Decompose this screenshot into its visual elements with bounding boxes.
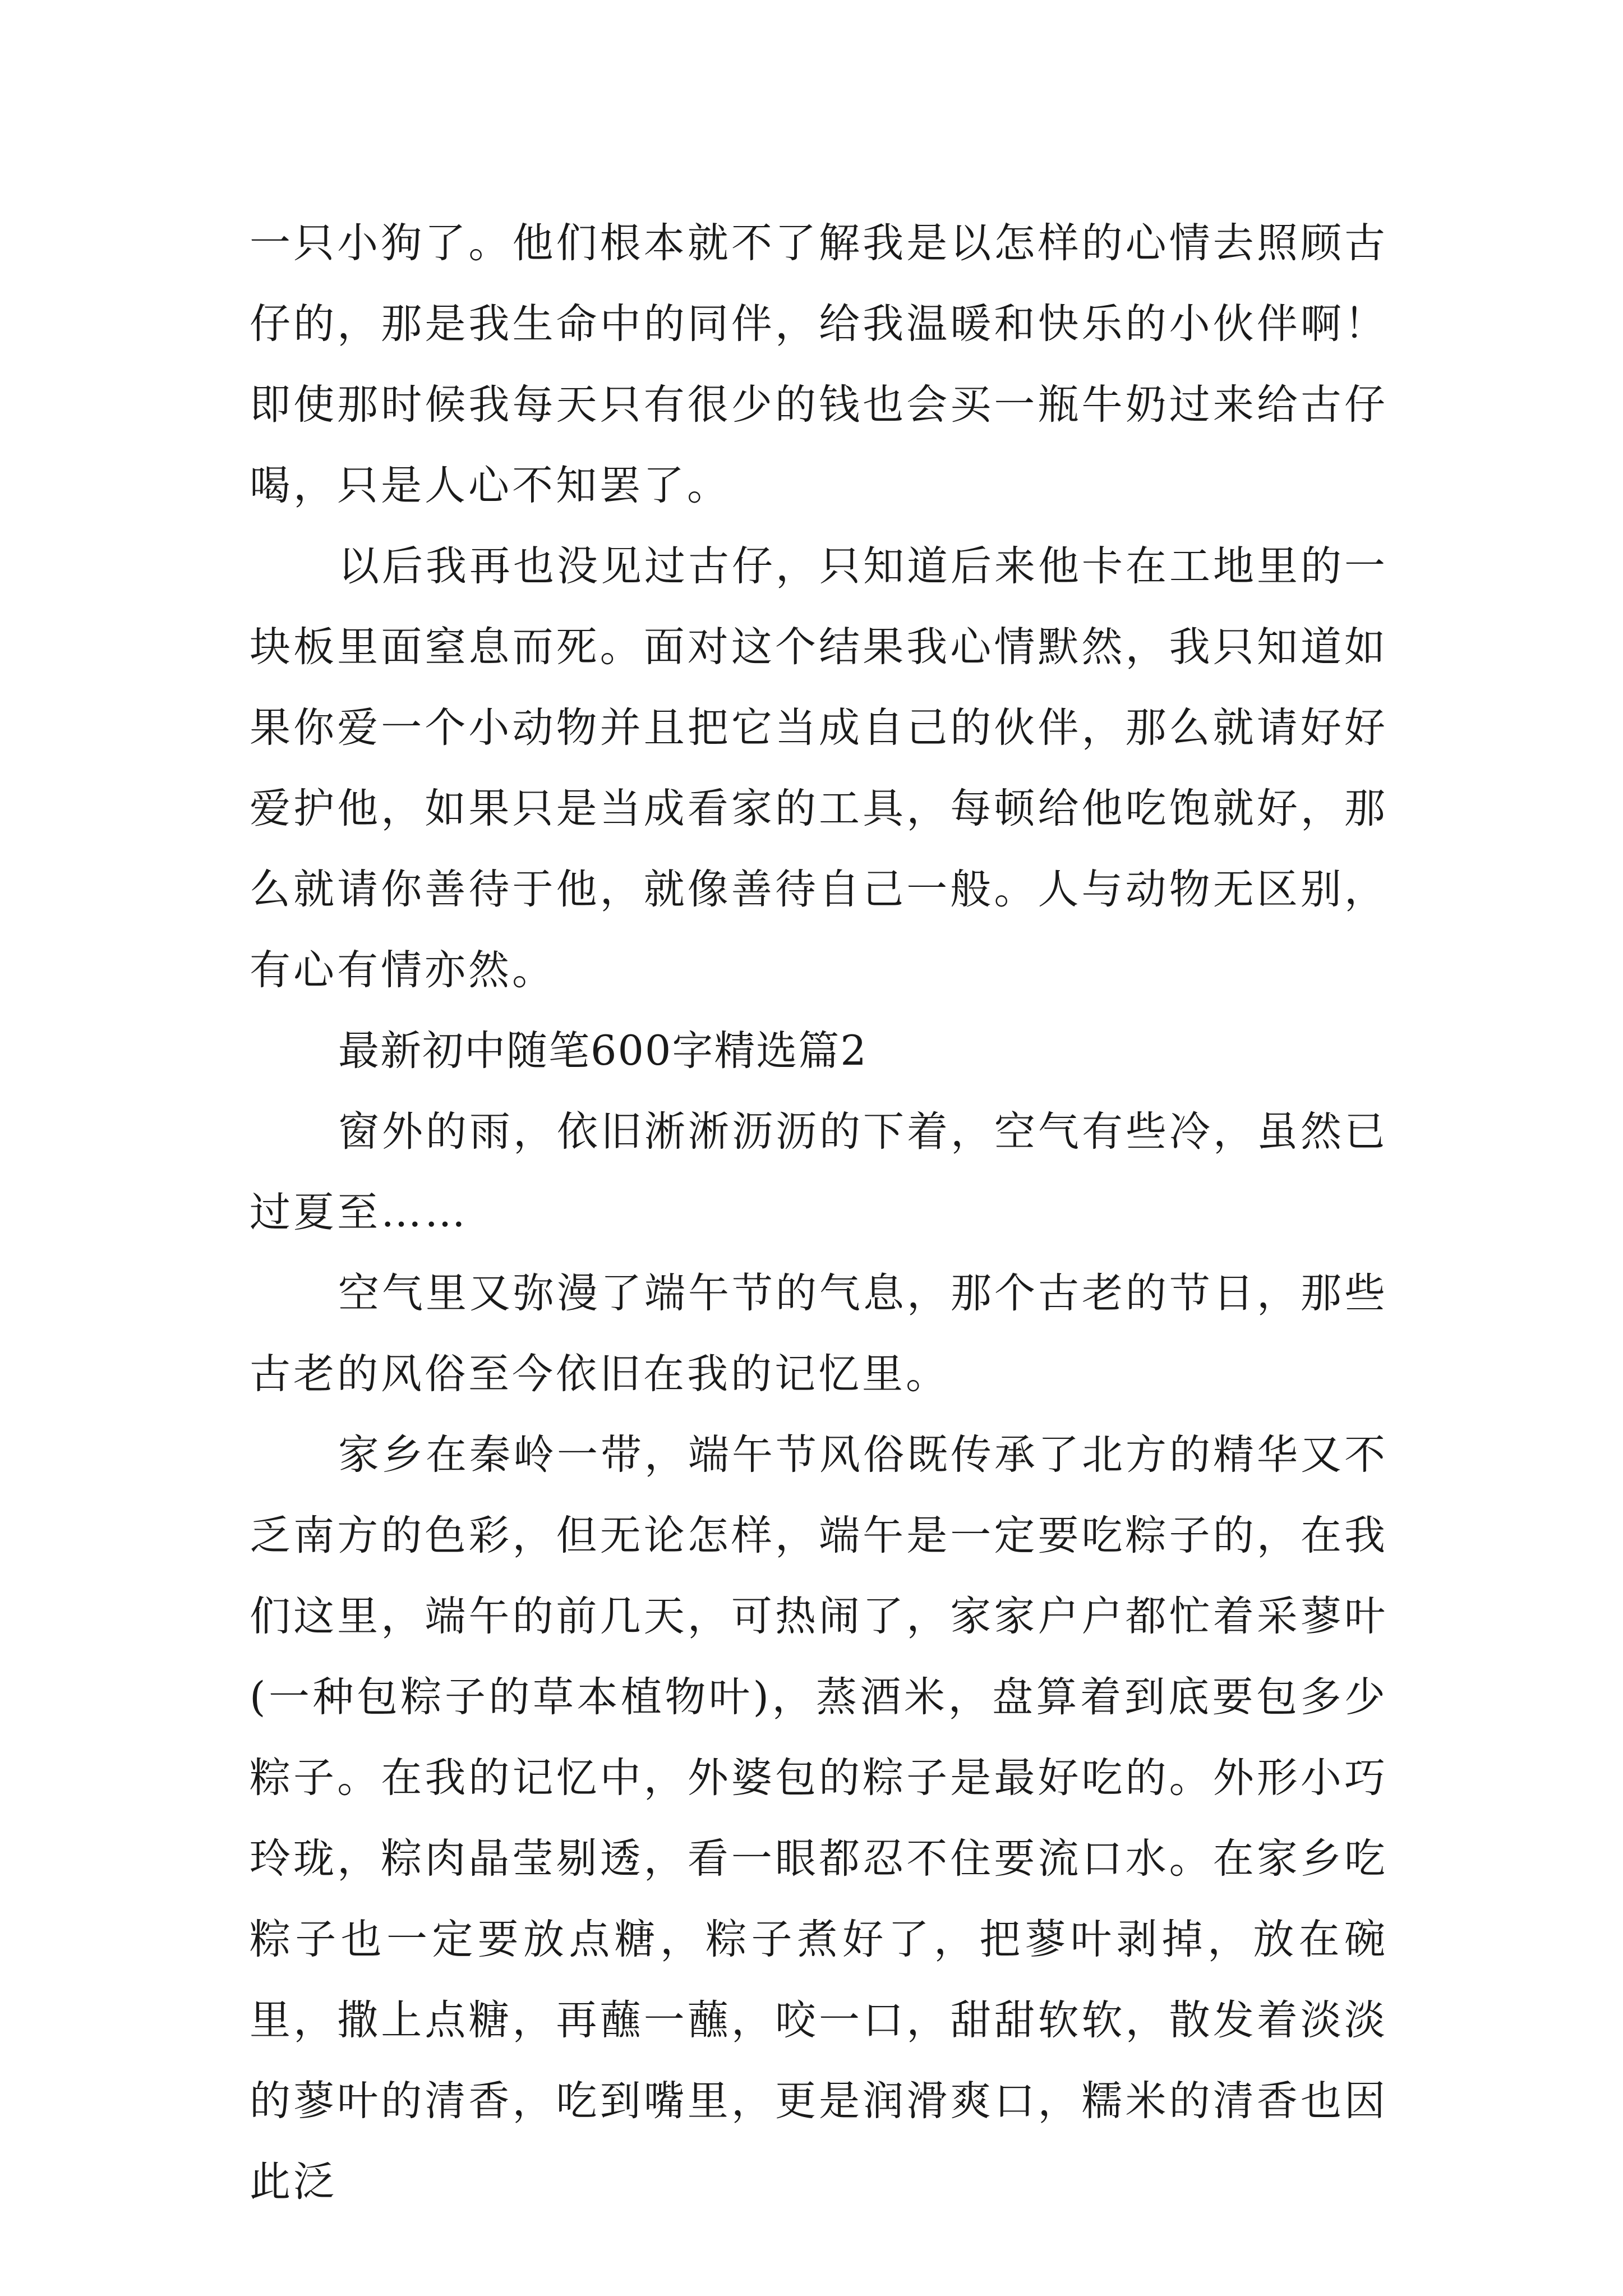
paragraph: 空气里又弥漫了端午节的气息，那个古老的节日，那些古老的风俗至今依旧在我的记忆里。 [250, 1269, 1388, 1398]
document-body [250, 203, 1388, 2223]
paragraph: 家乡在秦岭一带，端午节风俗既传承了北方的精华又不乏南方的色彩，但无论怎样，端午是一定要吃粽子的，在我们这里，端午的前几天，可热闹了，家家户户都忙着采蓼叶(一种包粽子的草本植物叶)，蒸酒米，盘算着到底要包多少粽子。在我的记忆中，外婆包的粽子是最好吃的。外形小巧玲珑，粽肉晶莹剔透，看一眼都忍不住要流口水。在家乡吃粽子也一定要放点糖，粽子煮好了，把蓼叶剥掉，放在碗里，撒上点糖，再蘸一蘸，咬一口，甜甜软软，散发着淡淡的蓼叶的清香，吃到嘴里，更是润滑爽口，糯米的清香也因此泛 [250, 1431, 1388, 2206]
paragraph-continued: 一只小狗了。他们根本就不了解我是以怎样的心情去照顾古仔的，那是我生命中的同伴，给我温暖和快乐的小伙伴啊！即使那时候我每天只有很少的钱也会买一瓶牛奶过来给古仔喝，只是人心不知罢了。 [250, 219, 1388, 509]
section-heading: 最新初中随笔600字精选篇2 [338, 1027, 868, 1075]
paragraph: 以后我再也没见过古仔，只知道后来他卡在工地里的一块板里面窒息而死。面对这个结果我心情默然，我只知道如果你爱一个小动物并且把它当成自己的伙伴，那么就请好好爱护他，如果只是当成看家的工具，每顿给他吃饱就好，那么就请你善待于他，就像善待自己一般。人与动物无区别，有心有情亦然。 [250, 542, 1388, 994]
paragraph: 窗外的雨，依旧淅淅沥沥的下着，空气有些冷，虽然已过夏至…… [250, 1108, 1388, 1236]
